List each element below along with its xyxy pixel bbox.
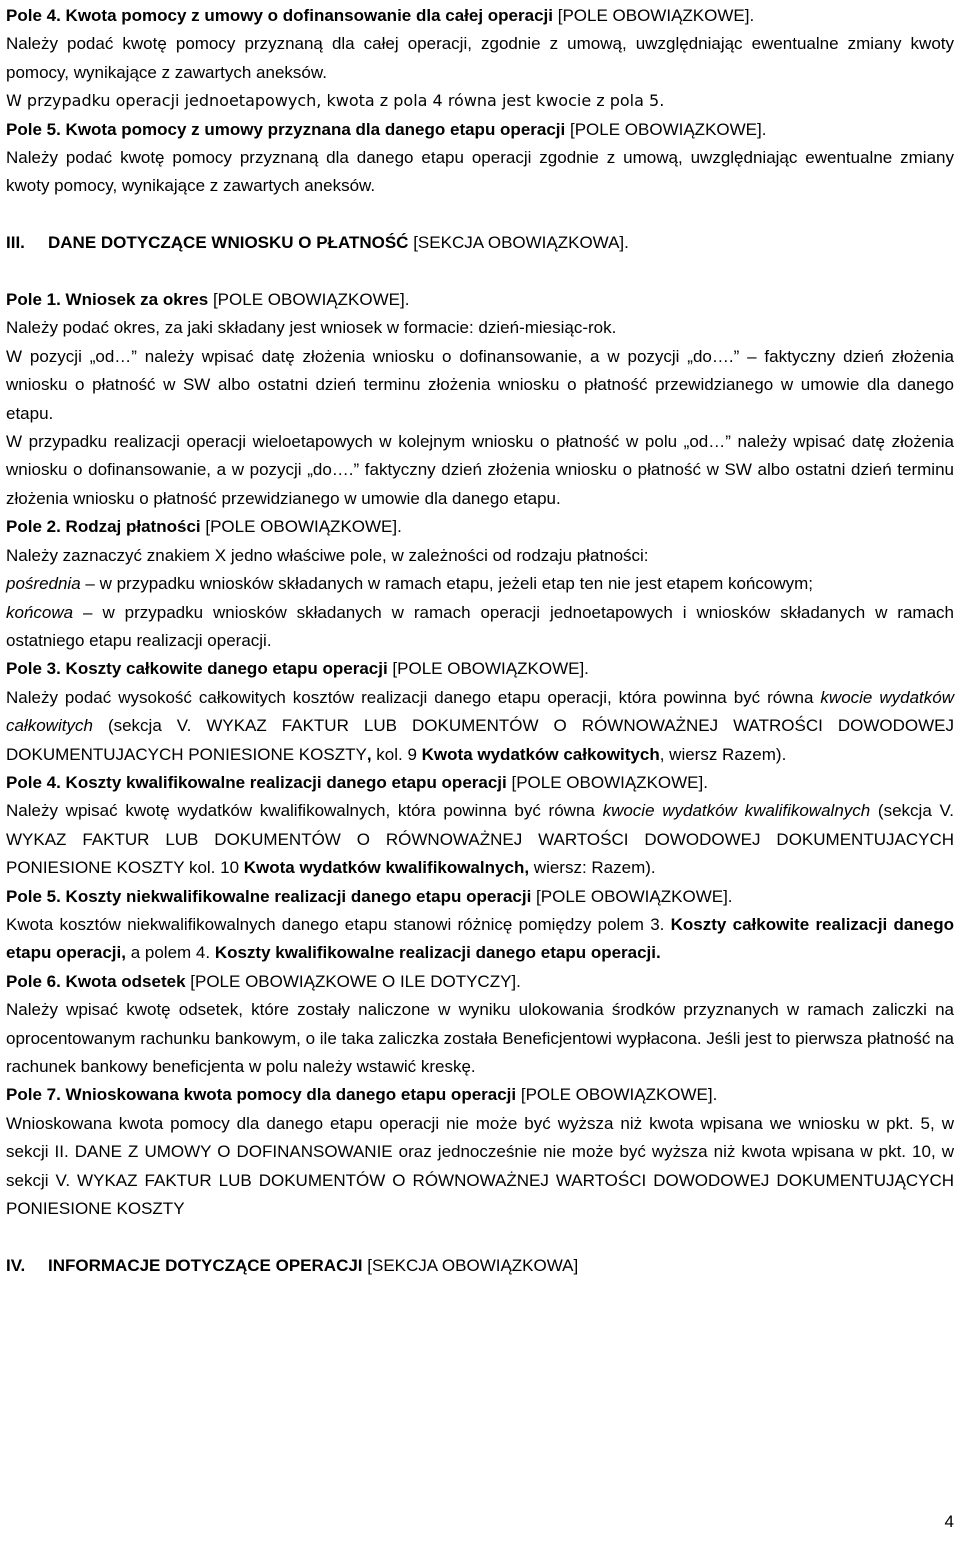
- field-title: Rodzaj płatności: [65, 517, 201, 537]
- s3-pole-6-description: Należy wpisać kwotę odsetek, które zostały naliczone w wyniku ulokowania środków przyznanych w ramach zaliczki na oprocentowanym rachunku bankowym, o ile taka zaliczka została Beneficjentowi wypłacona. Jeśli jest to pierwsza płatność na rachunek bankowy beneficjenta w polu należy wstawić kreskę.: [6, 1000, 954, 1076]
- spacer: [6, 258, 954, 286]
- field-tag: [POLE OBOWIĄZKOWE].: [520, 1085, 718, 1105]
- s3-pole-3-heading: [6, 655, 954, 683]
- text-run: Należy podać wysokość całkowitych kosztów realizacji danego etapu operacji, która powinna być równa: [6, 687, 821, 707]
- field-title: Kwota pomocy z umowy przyznana dla danego etapu operacji: [65, 119, 566, 139]
- section-number: IV.: [6, 1255, 26, 1275]
- field-tag: [POLE OBOWIĄZKOWE].: [536, 886, 733, 906]
- field-tag: [POLE OBOWIĄZKOWE].: [569, 119, 767, 139]
- s3-pole-3-description: [6, 684, 954, 769]
- field-tag: [POLE OBOWIĄZKOWE].: [557, 6, 755, 25]
- field-label: Pole 2.: [6, 517, 61, 537]
- field-label: Pole 5.: [6, 119, 61, 139]
- section-iv-heading: [6, 1252, 954, 1280]
- s3-pole-5-description: [6, 911, 954, 968]
- text-run: , wiersz Razem).: [659, 744, 787, 764]
- option-term: końcowa: [6, 602, 74, 622]
- s3-pole-7-heading: [6, 1081, 954, 1109]
- text-run-bold: Koszty kwalifikowalne realizacji danego etapu operacji.: [214, 943, 661, 963]
- field-title: Wniosek za okres: [65, 290, 209, 310]
- payment-option-posrednia: [6, 570, 954, 598]
- pole-4-description: Należy podać kwotę pomocy przyznaną dla całej operacji, zgodnie z umową, uwzględniając ewentualne zmiany kwoty pomocy, wynikające z zawartych aneksów.: [6, 34, 954, 82]
- s3-pole-5-heading: [6, 883, 954, 911]
- s3-pole-2-description: Należy zaznaczyć znakiem X jedno właściwe pole, w zależności od rodzaju płatności:: [6, 545, 649, 565]
- s3-pole-1-multistage: W przypadku realizacji operacji wieloetapowych w kolejnym wniosku o płatność w polu „od…” należy wpisać datę złożenia wniosku o dofinansowanie, a w pozycji „do….” faktyczny dzień złożenia wniosku o płatność w SW albo ostatni dzień terminu złożenia wniosku o płatność przewidzianego w umowie dla danego etapu.: [6, 432, 954, 508]
- text-run: Kwota kosztów niekwalifikowalnych danego etapu stanowi różnicę pomiędzy polem 3.: [6, 914, 671, 934]
- field-title: Koszty niekwalifikowalne realizacji danego etapu operacji: [65, 886, 532, 906]
- page-number: 4: [944, 1512, 954, 1531]
- payment-option-koncowa: [6, 599, 954, 656]
- s3-pole-2-heading: [6, 513, 954, 541]
- s3-pole-7-description: Wnioskowana kwota pomocy dla danego etapu operacji nie może być wyższa niż kwota wpisana we wniosku w pkt. 5, w sekcji II. DANE Z UMOWY O DOFINANSOWANIE oraz jednocześnie nie może być wyższa niż kwota wpisana w pkt. 10, w sekcji V. WYKAZ FAKTUR LUB DOKUMENTÓW O RÓWNOWAŻNEJ WARTOŚCI DOWODOWEJ DOKUMENTUJĄCYCH PONIESIONE KOSZTY: [6, 1113, 954, 1219]
- text-run-bold: ,: [366, 744, 372, 764]
- section-tag: [SEKCJA OBOWIĄZKOWA].: [413, 233, 629, 253]
- field-label: Pole 3.: [6, 659, 61, 679]
- text-run: Należy wpisać kwotę wydatków kwalifikowalnych, która powinna być równa: [6, 801, 603, 821]
- s3-pole-4-heading: [6, 769, 954, 797]
- pole-5-heading: [6, 116, 954, 144]
- field-tag: [POLE OBOWIĄZKOWE].: [392, 659, 589, 679]
- text-run: kol. 9: [371, 744, 422, 764]
- text-run-italic: kwocie wydatków kwalifikowalnych: [602, 801, 871, 821]
- document-page: [6, 2, 954, 1280]
- text-run: (sekcja V. WYKAZ FAKTUR LUB DOKUMENTÓW O RÓWNOWAŻNEJ WARTOŚCI DOWODOWEJ DOKUMENTUJACYCH PONIESIONE KOSZTY kol. 10: [6, 801, 954, 878]
- option-text: – w przypadku wniosków składanych w ramach etapu, jeżeli etap ten nie jest etapem końcowym;: [80, 574, 813, 594]
- section-iii-heading: [6, 229, 954, 257]
- pole-4-heading: [6, 2, 954, 30]
- section-tag: [SEKCJA OBOWIĄZKOWA]: [367, 1255, 579, 1275]
- s3-pole-1-heading: [6, 286, 954, 314]
- field-title: Kwota pomocy z umowy o dofinansowanie dla całej operacji: [65, 6, 553, 25]
- field-title: Koszty całkowite danego etapu operacji: [65, 659, 388, 679]
- field-label: Pole 5.: [6, 886, 61, 906]
- text-run-bold: Koszty całkowite realizacji danego etapu operacji,: [6, 914, 954, 963]
- field-label: Pole 4.: [6, 6, 61, 25]
- section-title: DANE DOTYCZĄCE WNIOSKU O PŁATNOŚĆ: [48, 233, 409, 253]
- field-title: Wnioskowana kwota pomocy dla danego etapu operacji: [65, 1085, 517, 1105]
- field-label: Pole 4.: [6, 772, 61, 792]
- field-title: Koszty kwalifikowalne realizacji danego etapu operacji: [65, 772, 507, 792]
- pole-4-note: W przypadku operacji jednoetapowych, kwota z pola 4 równa jest kwocie z pola 5.: [6, 91, 665, 111]
- field-tag: [POLE OBOWIĄZKOWE O ILE DOTYCZY].: [190, 971, 521, 991]
- field-label: Pole 6.: [6, 971, 61, 991]
- spacer: [6, 1223, 954, 1251]
- section-title: INFORMACJE DOTYCZĄCE OPERACJI: [48, 1255, 363, 1275]
- text-run: (sekcja V. WYKAZ FAKTUR LUB DOKUMENTÓW O RÓWNOWAŻNEJ WATROŚCI DOWODOWEJ DOKUMENTUJACYCH PONIESIONE KOSZTY: [6, 716, 954, 764]
- section-number: III.: [6, 233, 25, 253]
- text-run: wiersz: Razem).: [529, 858, 656, 878]
- s3-pole-1-format: Należy podać okres, za jaki składany jest wniosek w formacie: dzień-miesiąc-rok.: [6, 318, 617, 338]
- field-tag: [POLE OBOWIĄZKOWE].: [511, 772, 708, 792]
- text-run: a polem 4.: [125, 943, 215, 963]
- text-run-italic: kwocie wydatków całkowitych: [6, 687, 954, 736]
- s3-pole-6-heading: [6, 968, 954, 996]
- pole-5-description: Należy podać kwotę pomocy przyznaną dla danego etapu operacji zgodnie z umową, uwzględniając ewentualne zmiany kwoty pomocy, wynikające z zawartych aneksów.: [6, 148, 954, 196]
- s3-pole-4-description: [6, 797, 954, 882]
- text-run-bold: Kwota wydatków całkowitych: [421, 744, 660, 764]
- s3-pole-1-dates: W pozycji „od…” należy wpisać datę złożenia wniosku o dofinansowanie, a w pozycji „do….” – faktyczny dzień złożenia wniosku o płatność w SW albo ostatni dzień terminu złożenia wniosku o płatność przewidzianego w umowie dla danego etapu.: [6, 346, 954, 423]
- option-term: pośrednia: [6, 574, 81, 594]
- text-run-bold: Kwota wydatków kwalifikowalnych,: [243, 858, 530, 878]
- option-text: – w przypadku wniosków składanych w ramach operacji jednoetapowych i wniosków składanych w ramach ostatniego etapu realizacji operacji.: [6, 602, 954, 650]
- field-label: Pole 7.: [6, 1085, 61, 1105]
- field-label: Pole 1.: [6, 290, 61, 310]
- spacer: [6, 201, 954, 229]
- field-title: Kwota odsetek: [65, 971, 186, 991]
- field-tag: [POLE OBOWIĄZKOWE].: [212, 290, 410, 310]
- field-tag: [POLE OBOWIĄZKOWE].: [205, 517, 402, 537]
